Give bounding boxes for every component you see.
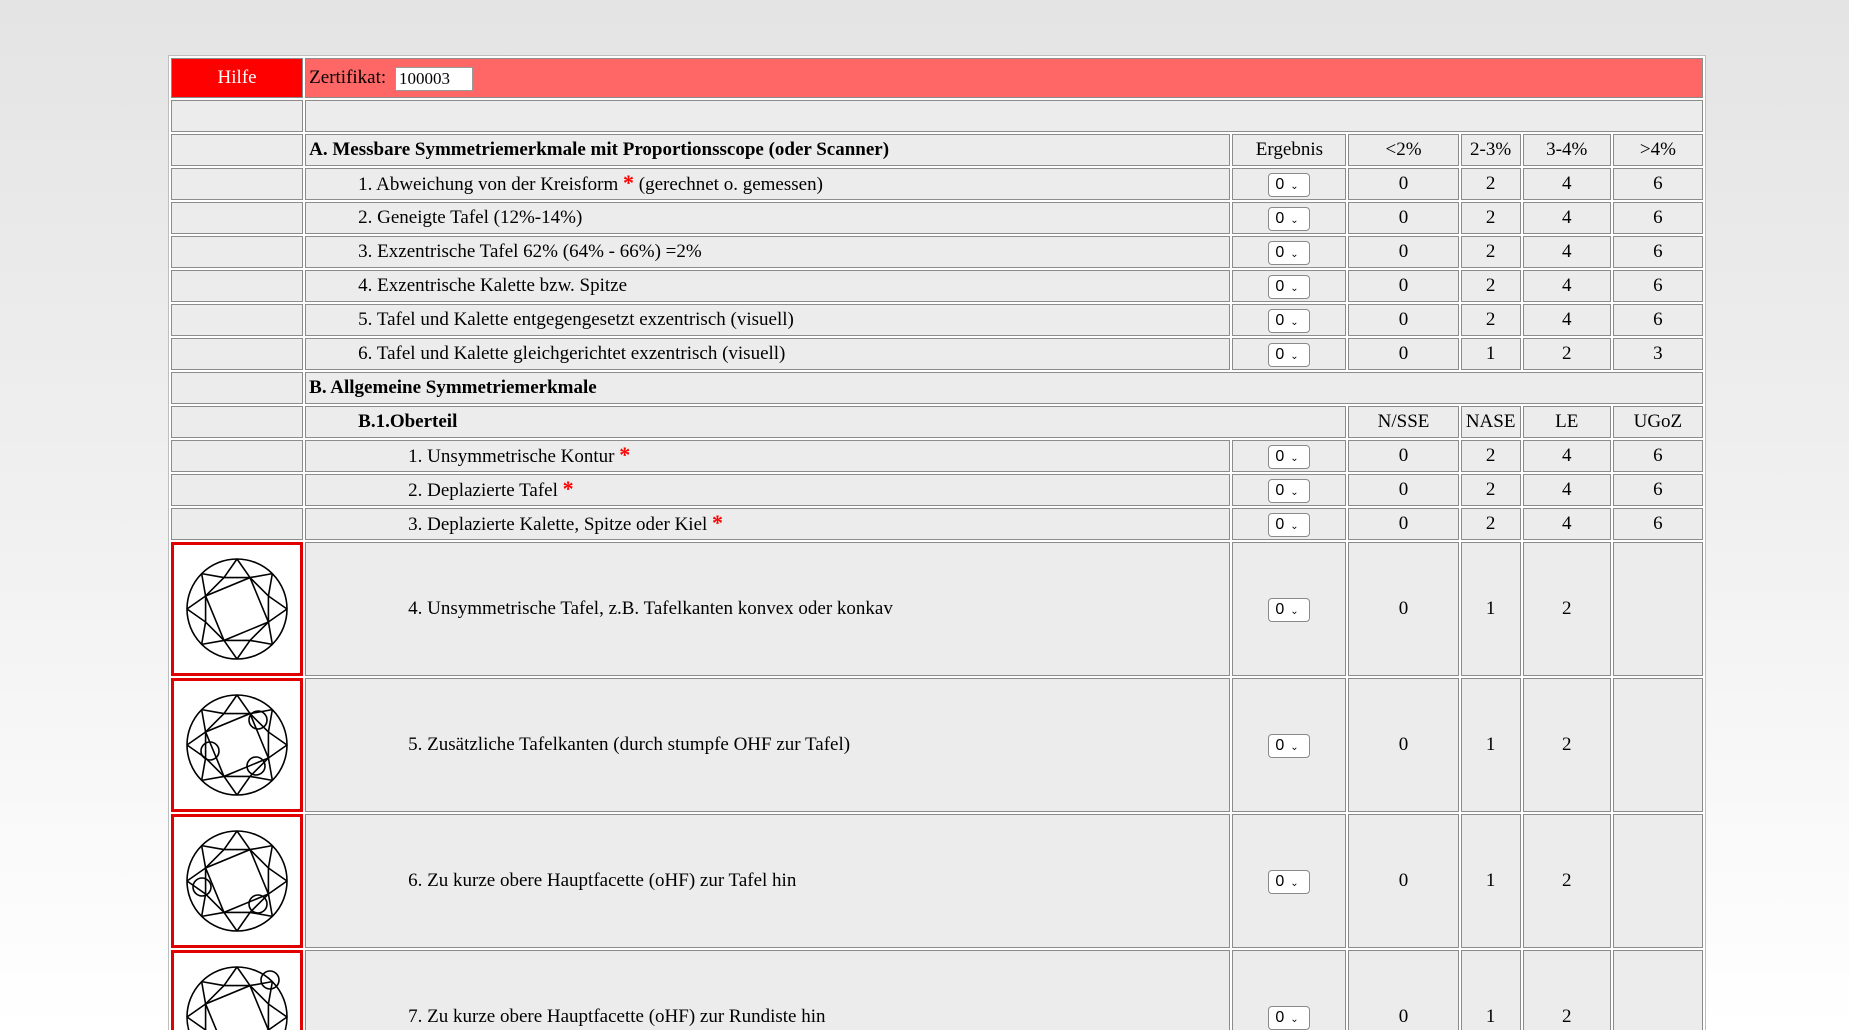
chevron-down-icon: ⌄ (1290, 452, 1299, 464)
criterion-cell (305, 474, 1230, 506)
certificate-input[interactable] (395, 67, 473, 91)
chevron-down-icon: ⌄ (1290, 520, 1299, 532)
diamond-diagram-icon (174, 550, 300, 668)
column-header: LE (1523, 406, 1611, 438)
criterion-cell (305, 270, 1230, 302)
score-cell: 6 (1613, 508, 1703, 540)
criterion-cell (305, 304, 1230, 336)
result-select[interactable] (1268, 173, 1310, 197)
criterion-label: 1. Unsymmetrische Kontur (408, 446, 615, 467)
table-row (171, 270, 1703, 302)
score-cell: 0 (1348, 236, 1458, 268)
empty-cell (171, 134, 303, 166)
result-select-value: 0 (1275, 345, 1285, 363)
table-row (171, 950, 1703, 1030)
section-b-header-row (171, 372, 1703, 404)
score-cell: 2 (1461, 168, 1521, 200)
symmetry-table (168, 55, 1706, 1030)
score-cell: 1 (1461, 542, 1521, 676)
score-cell: 0 (1348, 542, 1458, 676)
empty-cell (171, 304, 303, 336)
score-cell: 2 (1523, 950, 1611, 1030)
score-cell: 6 (1613, 270, 1703, 302)
score-cell: 4 (1523, 236, 1611, 268)
score-cell: 4 (1523, 304, 1611, 336)
column-header: 3-4% (1523, 134, 1611, 166)
criterion-label: 5. Tafel und Kalette entgegengesetzt exzentrisch (visuell) (358, 309, 794, 330)
score-cell: 2 (1461, 508, 1521, 540)
result-select-value: 0 (1275, 600, 1285, 618)
diagram-cell (171, 950, 303, 1030)
score-cell: 0 (1348, 508, 1458, 540)
score-cell: 0 (1348, 440, 1458, 472)
result-select[interactable] (1268, 207, 1310, 231)
column-header: NASE (1461, 406, 1521, 438)
result-cell (1232, 950, 1346, 1030)
result-select[interactable] (1268, 734, 1310, 758)
result-select[interactable] (1268, 1006, 1310, 1030)
score-cell: 2 (1523, 814, 1611, 948)
empty-cell (171, 168, 303, 200)
result-select-value: 0 (1275, 736, 1285, 754)
table-row (171, 168, 1703, 200)
score-cell: 4 (1523, 202, 1611, 234)
score-cell: 2 (1523, 338, 1611, 370)
empty-cell (171, 236, 303, 268)
criterion-cell (305, 950, 1230, 1030)
score-cell: 1 (1461, 950, 1521, 1030)
result-select[interactable] (1268, 309, 1310, 333)
table-row (171, 678, 1703, 812)
required-asterisk-icon: * (562, 476, 574, 501)
table-row (171, 814, 1703, 948)
result-select[interactable] (1268, 870, 1310, 894)
certificate-bar (305, 58, 1703, 98)
column-header: 2-3% (1461, 134, 1521, 166)
criterion-suffix: (gerechnet o. gemessen) (638, 174, 823, 195)
empty-cell (171, 474, 303, 506)
table-row (171, 338, 1703, 370)
result-cell (1232, 236, 1346, 268)
criterion-label: 4. Unsymmetrische Tafel, z.B. Tafelkanten konvex oder konkav (408, 598, 893, 619)
column-header: UGoZ (1613, 406, 1703, 438)
result-cell (1232, 678, 1346, 812)
chevron-down-icon: ⌄ (1290, 741, 1299, 753)
chevron-down-icon: ⌄ (1290, 877, 1299, 889)
criterion-label: 7. Zu kurze obere Hauptfacette (oHF) zur Rundiste hin (408, 1006, 826, 1027)
criterion-label: 4. Exzentrische Kalette bzw. Spitze (358, 275, 628, 296)
table-row (171, 236, 1703, 268)
score-cell (1613, 542, 1703, 676)
result-select-value: 0 (1275, 872, 1285, 890)
result-select[interactable] (1268, 241, 1310, 265)
score-cell: 2 (1461, 270, 1521, 302)
criterion-label: 2. Geneigte Tafel (12%-14%) (358, 207, 583, 228)
score-cell: 4 (1523, 440, 1611, 472)
empty-cell (171, 372, 303, 404)
empty-cell (171, 270, 303, 302)
criterion-label: 6. Tafel und Kalette gleichgerichtet exzentrisch (visuell) (358, 343, 786, 364)
score-cell: 4 (1523, 270, 1611, 302)
form-container (168, 55, 1706, 1030)
table-row (171, 542, 1703, 676)
result-select[interactable] (1268, 513, 1310, 537)
score-cell: 6 (1613, 202, 1703, 234)
column-header: >4% (1613, 134, 1703, 166)
criterion-label: 5. Zusätzliche Tafelkanten (durch stumpfe OHF zur Tafel) (408, 734, 851, 755)
criterion-cell (305, 202, 1230, 234)
empty-cell (171, 338, 303, 370)
result-select[interactable] (1268, 598, 1310, 622)
score-cell: 0 (1348, 270, 1458, 302)
empty-cell (171, 202, 303, 234)
score-cell: 0 (1348, 474, 1458, 506)
spacer-cell (171, 100, 303, 132)
score-cell: 2 (1523, 678, 1611, 812)
header-row (171, 58, 1703, 98)
required-asterisk-icon: * (619, 442, 631, 467)
result-cell (1232, 508, 1346, 540)
table-row (171, 440, 1703, 472)
diagram-cell (171, 542, 303, 676)
section-b1-title: B.1.Oberteil (305, 406, 1346, 438)
column-header: Ergebnis (1232, 134, 1346, 166)
table-row (171, 508, 1703, 540)
empty-cell (171, 406, 303, 438)
table-row (171, 304, 1703, 336)
column-header: <2% (1348, 134, 1458, 166)
score-cell: 2 (1461, 202, 1521, 234)
chevron-down-icon: ⌄ (1290, 605, 1299, 617)
criterion-label: 1. Abweichung von der Kreisform (358, 174, 619, 195)
result-select[interactable] (1268, 479, 1310, 503)
criterion-cell (305, 338, 1230, 370)
result-select[interactable] (1268, 275, 1310, 299)
score-cell: 0 (1348, 202, 1458, 234)
score-cell: 2 (1461, 440, 1521, 472)
empty-cell (171, 440, 303, 472)
result-select-value: 0 (1275, 515, 1285, 533)
score-cell: 4 (1523, 474, 1611, 506)
result-cell (1232, 168, 1346, 200)
result-cell (1232, 338, 1346, 370)
result-select-value: 0 (1275, 209, 1285, 227)
score-cell: 6 (1613, 168, 1703, 200)
result-select-value: 0 (1275, 277, 1285, 295)
score-cell: 0 (1348, 678, 1458, 812)
chevron-down-icon: ⌄ (1290, 486, 1299, 498)
result-select-value: 0 (1275, 447, 1285, 465)
score-cell: 2 (1461, 304, 1521, 336)
chevron-down-icon: ⌄ (1290, 350, 1299, 362)
result-select-value: 0 (1275, 311, 1285, 329)
criterion-label: 3. Deplazierte Kalette, Spitze oder Kiel (408, 514, 708, 535)
score-cell (1613, 678, 1703, 812)
result-cell (1232, 304, 1346, 336)
result-cell (1232, 542, 1346, 676)
section-a-title: A. Messbare Symmetriemerkmale mit Proportionsscope (oder Scanner) (305, 134, 1230, 166)
result-cell (1232, 814, 1346, 948)
result-select-value: 0 (1275, 1008, 1285, 1026)
chevron-down-icon: ⌄ (1290, 248, 1299, 260)
score-cell: 2 (1461, 236, 1521, 268)
score-cell: 6 (1613, 440, 1703, 472)
chevron-down-icon: ⌄ (1290, 282, 1299, 294)
score-cell: 1 (1461, 338, 1521, 370)
column-header: N/SSE (1348, 406, 1458, 438)
section-b1-header-row (171, 406, 1703, 438)
diamond-diagram-icon (174, 686, 300, 804)
result-cell (1232, 440, 1346, 472)
score-cell: 2 (1461, 474, 1521, 506)
score-cell: 1 (1461, 678, 1521, 812)
score-cell (1613, 950, 1703, 1030)
result-select-value: 0 (1275, 243, 1285, 261)
criterion-cell (305, 440, 1230, 472)
diamond-diagram-icon (174, 822, 300, 940)
required-asterisk-icon: * (712, 510, 724, 535)
score-cell: 3 (1613, 338, 1703, 370)
score-cell: 4 (1523, 508, 1611, 540)
result-select[interactable] (1268, 343, 1310, 367)
result-select-value: 0 (1275, 175, 1285, 193)
criterion-cell (305, 508, 1230, 540)
certificate-label: Zertifikat: (309, 67, 387, 88)
spacer-cell (305, 100, 1703, 132)
criterion-cell (305, 678, 1230, 812)
criterion-label: 6. Zu kurze obere Hauptfacette (oHF) zur Tafel hin (408, 870, 797, 891)
score-cell: 0 (1348, 814, 1458, 948)
help-button[interactable]: Hilfe (171, 58, 303, 98)
result-select[interactable] (1268, 445, 1310, 469)
result-cell (1232, 474, 1346, 506)
result-cell (1232, 270, 1346, 302)
criterion-cell (305, 236, 1230, 268)
empty-cell (171, 508, 303, 540)
chevron-down-icon: ⌄ (1290, 316, 1299, 328)
diagram-cell (171, 678, 303, 812)
score-cell: 2 (1523, 542, 1611, 676)
required-asterisk-icon: * (623, 170, 635, 195)
criterion-cell (305, 542, 1230, 676)
diagram-cell (171, 814, 303, 948)
score-cell: 0 (1348, 168, 1458, 200)
chevron-down-icon: ⌄ (1290, 1013, 1299, 1025)
score-cell: 0 (1348, 338, 1458, 370)
score-cell: 0 (1348, 950, 1458, 1030)
score-cell: 4 (1523, 168, 1611, 200)
score-cell (1613, 814, 1703, 948)
criterion-cell (305, 814, 1230, 948)
table-row (171, 474, 1703, 506)
result-select-value: 0 (1275, 481, 1285, 499)
chevron-down-icon: ⌄ (1290, 180, 1299, 192)
score-cell: 6 (1613, 236, 1703, 268)
criterion-label: 2. Deplazierte Tafel (408, 480, 558, 501)
score-cell: 6 (1613, 304, 1703, 336)
spacer-row (171, 100, 1703, 132)
section-a-header-row (171, 134, 1703, 166)
table-row (171, 202, 1703, 234)
diamond-diagram-icon (174, 958, 300, 1030)
criterion-label: 3. Exzentrische Tafel 62% (64% - 66%) =2% (358, 241, 702, 262)
section-b-title: B. Allgemeine Symmetriemerkmale (305, 372, 1703, 404)
criterion-cell (305, 168, 1230, 200)
chevron-down-icon: ⌄ (1290, 214, 1299, 226)
score-cell: 1 (1461, 814, 1521, 948)
result-cell (1232, 202, 1346, 234)
score-cell: 0 (1348, 304, 1458, 336)
score-cell: 6 (1613, 474, 1703, 506)
